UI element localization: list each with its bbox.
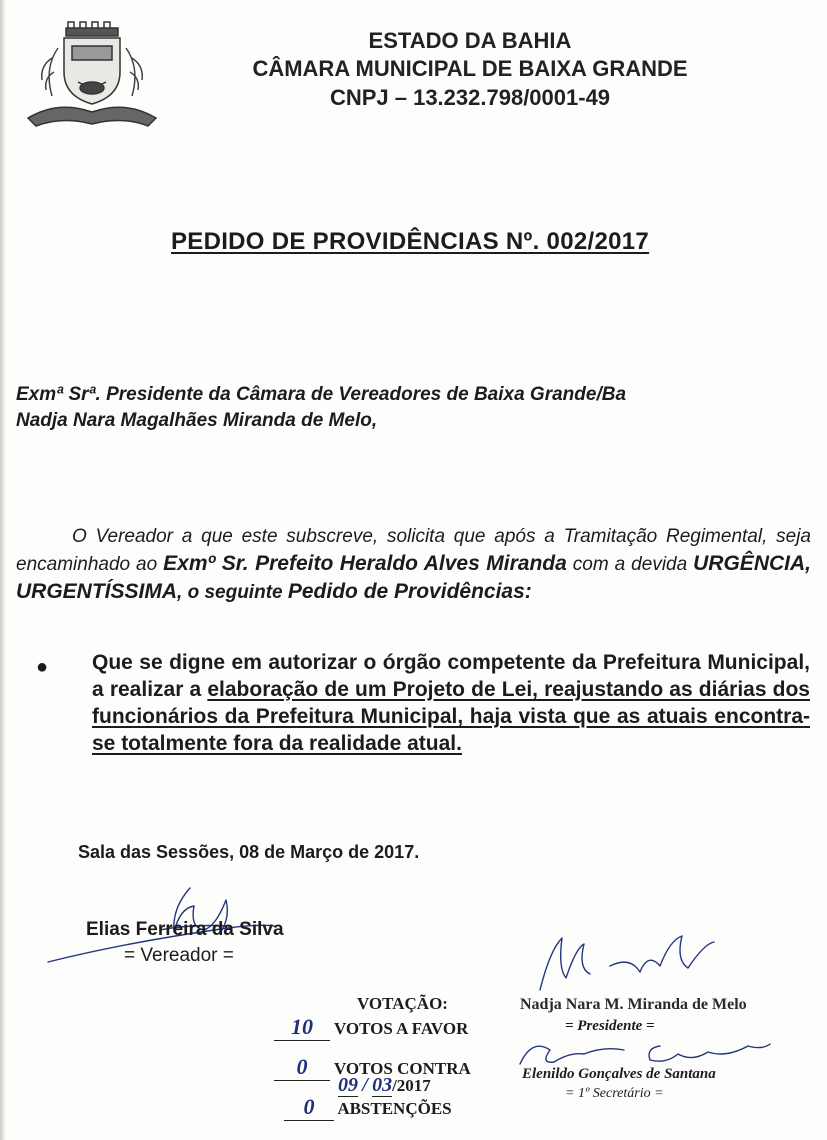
document-title bbox=[120, 228, 700, 256]
body-paragraph bbox=[16, 523, 811, 606]
document-title-text: PEDIDO DE PROVIDÊNCIAS Nº. 002/2017 bbox=[170, 228, 650, 255]
body-part-3: , o seguinte bbox=[177, 582, 288, 603]
votes-favor-label: VOTOS A FAVOR bbox=[333, 1019, 469, 1038]
scan-edge-shadow bbox=[0, 0, 6, 1140]
voting-date-year: /2017 bbox=[392, 1076, 431, 1095]
votes-contra-label: VOTOS CONTRA bbox=[333, 1059, 471, 1078]
president-role: = Presidente = bbox=[565, 1018, 655, 1034]
secretary-role: = 1º Secretário = bbox=[565, 1086, 664, 1101]
body-part-1: O Vereador a que este subscreve, solicita que após a Tramitação Regimental, seja encaminhado ao bbox=[16, 526, 811, 575]
body-part-2: com a devida bbox=[566, 554, 694, 575]
voting-date-sep: / bbox=[362, 1074, 368, 1096]
body-urgency: URGÊNCIA, URGENTÍSSIMA bbox=[16, 552, 811, 603]
header-cnpj: CNPJ – 13.232.798/0001-49 bbox=[329, 85, 611, 110]
votes-contra-count: 0 bbox=[274, 1054, 330, 1081]
body-closing: Pedido de Providências: bbox=[287, 580, 532, 603]
voting-date-day: 09 bbox=[338, 1074, 358, 1096]
bullet-underlined: elaboração de um Projeto de Lei, reajustando as diárias dos funcionários da Prefeitura Municipal, haja vista que as atuais encontra-se totalmente fora da realidade atual. bbox=[92, 678, 810, 755]
voting-title: VOTAÇÃO: bbox=[357, 994, 448, 1013]
bullet-plain: Que se digne em autorizar o órgão competente da Prefeitura Municipal, a realizar a bbox=[92, 651, 810, 701]
address-line-2: Nadja Nara Magalhães Miranda de Melo, bbox=[16, 410, 378, 431]
votes-favor-count: 10 bbox=[274, 1014, 330, 1041]
header-chamber: CÂMARA MUNICIPAL DE BAIXA GRANDE bbox=[252, 56, 688, 81]
vereador-role: = Vereador = bbox=[124, 945, 234, 966]
votes-abst-label: ABSTENÇÕES bbox=[337, 1099, 452, 1118]
coat-of-arms-icon bbox=[22, 18, 162, 130]
bullet-request bbox=[92, 649, 810, 757]
president-name: Nadja Nara M. Miranda de Melo bbox=[520, 996, 747, 1013]
bullet-dot-icon: ● bbox=[36, 656, 49, 678]
voting-date-month: 03 bbox=[372, 1074, 393, 1096]
address-line-1: Exmª Srª. Presidente da Câmara de Vereadores de Baixa Grande/Ba bbox=[16, 384, 627, 405]
header-state: ESTADO DA BAHIA bbox=[368, 28, 572, 53]
votes-abst-row bbox=[284, 1094, 452, 1121]
body-addressee: Exmº Sr. Prefeito Heraldo Alves Miranda bbox=[163, 552, 567, 575]
vereador-name: Elias Ferreira da Silva bbox=[86, 919, 284, 940]
votes-favor-row bbox=[274, 1014, 468, 1041]
sala-das-sessoes: Sala das Sessões, 08 de Março de 2017. bbox=[78, 842, 420, 862]
secretary-name: Elenildo Gonçalves de Santana bbox=[522, 1066, 716, 1082]
votes-abst-count: 0 bbox=[284, 1094, 334, 1121]
